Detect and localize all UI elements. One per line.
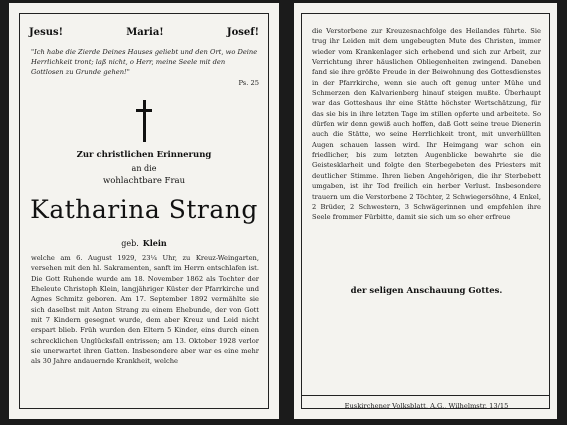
- psalm-quote: [31, 47, 259, 88]
- psalm-quote-text: "Ich habe die Zierde Deines Hauses geliebt und den Ort, wo Deine Herrlichkeit tront; laß nicht, o Herr, meine Seele mit den Gottlosen zu Grunde gehen!": [31, 48, 258, 77]
- deceased-name: Katharina Strang: [30, 195, 258, 224]
- cross-icon: [136, 100, 152, 142]
- an-die-line: an die: [131, 164, 157, 173]
- divider: [301, 395, 550, 396]
- printer-imprint: Euskirchener Volksblatt, A.G., Wilhelmstr. 13/15: [344, 402, 509, 410]
- invocation-josef: Josef!: [226, 27, 259, 38]
- memory-line: Zur christlichen Erinnerung: [76, 150, 212, 160]
- geb-label: geb.: [121, 239, 139, 248]
- left-card: [9, 3, 279, 419]
- invocation-maria: Maria!: [126, 27, 164, 38]
- biography-text: welche am 6. August 1929, 23¼ Uhr, zu Kreuz-Weingarten, versehen mit den hl. Sakramenten, sanft im Herrn entschlafen ist. Die Gott Ruhende wurde am 18. November 1862 als Tochter der Eheleute Christoph Klein, langjähriger Küster der Pfarrkirche und Agnes Schmitz geboren. Am 17. September 1892 vermählte sie sich daselbst mit Anton Strang zu einem Ehebunde, der von Gott mit 7 Kindern gesegnet wurde, dem aber Kreuz und Leid nicht erspart blieb. Früh wurden den Eltern 5 Kinder, eins durch einen schrecklichen Unglücksfall entrissen; am 13. Oktober 1928 verlor sie unerwartet ihren Gatten. Insbesondere aber war es eine mehr als 30 Jahre andauernde Krankheit, welche: [31, 254, 259, 366]
- maiden-name-line: [27, 238, 261, 248]
- invocation-header: [29, 27, 259, 38]
- closing-line: der seligen Anschauung Gottes.: [350, 286, 503, 296]
- maiden-name: Klein: [142, 238, 167, 248]
- right-card: [294, 3, 557, 419]
- psalm-reference: Ps. 25: [238, 78, 259, 87]
- invocation-jesus: Jesus!: [29, 27, 64, 38]
- biography-continued: die Verstorbene zur Kreuzesnachfolge des Heilandes führte. Sie trug ihr Leiden mit dem ungebeugten Mute des Christen, immer wieder vom Krankenlager sich erhebend und sich zur Arbeit, zur Verrichtung ihrer häuslichen Obliegenheiten zwingend. Daneben fand sie ihre größte Freude in der Beiwohnung des Gottesdienstes in der Pfarrkirche, wenn sie auch oft genug unter Mühe und Schmerzen den Kalvarienberg hinauf steigen mußte. Überhaupt war das Gotteshaus ihr eine Stätte höchster Wertschätzung, für das sie bis in ihre letzten Tage im stillen opferte und arbeitete. So dürfen wir denn gewiß auch hoffen, daß Gott seine treue Dienerin auch die Stätte, wo seine Herrlichkeit tront, mit unverhüllten Augen schauen lassen wird. Ihr Heimgang war schon ein friedlicher, bis zum letzten Augenblicke bewahrte sie die Geistesklarheit und folgte den Sterbegebeten des Priesters mit deutlicher Stimme. Ihren lieben Angehörigen, die ihr Sterbebett umgaben, ist ihr Tod freilich ein herber Verlust. Insbesondere trauern um die Verstorbene 2 Töchter, 2 Schwiegersöhne, 4 Enkel, 2 Brüder, 2 Schwestern, 3 Schwägerinnen und empfehlen ihre Seele frommer Fürbitte, damit sie sich um so eher erfreue: [312, 27, 541, 222]
- wohlachtbare-line: wohlachtbare Frau: [102, 176, 186, 186]
